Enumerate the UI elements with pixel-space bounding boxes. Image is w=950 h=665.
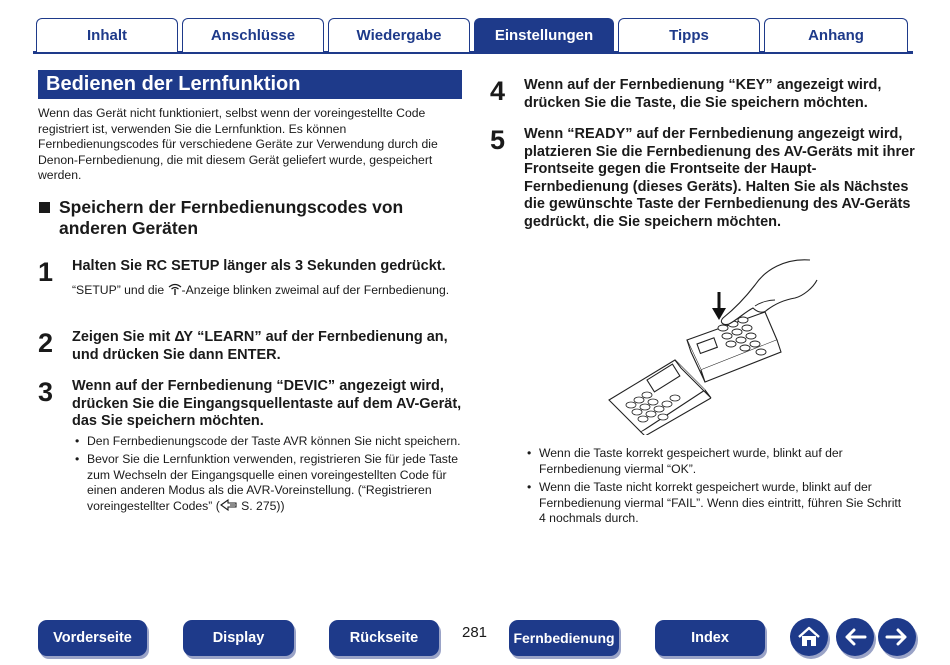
step-4 [490, 77, 920, 112]
subheading [38, 197, 468, 239]
intro-paragraph: Wenn das Gerät nicht funktioniert, selbst wenn der voreingestellte Code registriert ist, verwenden Sie die Lernfunktion. Es können Fernbedienungscodes für verschiedene Geräte zur Verwendung durch die Denon-Fernbedienung, die mit diesem Gerät geliefert wurde, gespeichert werden. [38, 106, 438, 183]
list-item: • Den Fernbedienungscode der Taste AVR können Sie nicht speichern. [72, 434, 468, 450]
tab-wiedergabe[interactable]: Wiedergabe [328, 18, 470, 52]
section-title: Bedienen der Lernfunktion [38, 70, 462, 99]
page-number: 281 [462, 624, 488, 641]
result-bullets [524, 446, 904, 530]
step-note-part: -Anzeige blinken zweimal auf der Fernbedienung. [181, 282, 450, 297]
nav-back-button[interactable]: Rückseite [329, 620, 439, 656]
step-number: 2 [38, 328, 54, 358]
step-1 [38, 258, 468, 298]
step-number: 4 [490, 76, 506, 106]
home-button[interactable] [790, 618, 828, 656]
remote-learning-illustration [605, 240, 820, 435]
step-number: 5 [490, 125, 506, 155]
list-item: • Wenn die Taste korrekt gespeichert wurde, blinkt auf der Fernbedienung viermal “OK”. [524, 446, 904, 477]
remote-signal-icon [168, 283, 182, 295]
step-text: Wenn auf der Fernbedienung “DEVIC” angezeigt wird, drücken Sie die Eingangsquellentaste auf dem AV-Gerät, das Sie speichern möchten. [72, 378, 462, 429]
step-3 [38, 378, 468, 517]
nav-remote-button[interactable]: Fernbedienung [509, 620, 619, 656]
list-item [72, 452, 468, 514]
tab-anhang[interactable]: Anhang [764, 18, 908, 52]
step-2 [38, 329, 468, 364]
subheading-text: Speichern der Fernbedienungscodes von anderen Geräten [59, 197, 404, 238]
step-text: Zeigen Sie mit ΔΥ “LEARN” auf der Fernbedienung an, und drücken Sie dann ENTER. [72, 329, 448, 363]
forward-arrow-button[interactable] [878, 618, 916, 656]
step-number: 1 [38, 257, 54, 287]
step-text: Wenn “READY” auf der Fernbedienung angezeigt wird, platzieren Sie die Fernbedienung des AV-Geräts mit ihrer Frontseite gegen die Frontseite der Haupt-Fernbedienung (dieses Geräts). Halten Sie als Nächstes die gewünschte Taste der Fernbedienung des AV-Geräts gedrückt, die Sie speichern möchten. [524, 126, 915, 230]
step-note-part: “SETUP” und die [72, 282, 168, 297]
step-bullets [72, 434, 468, 515]
arrow-right-icon [885, 627, 909, 647]
home-icon [797, 626, 821, 648]
tab-inhalt[interactable]: Inhalt [36, 18, 178, 52]
back-arrow-button[interactable] [836, 618, 874, 656]
tab-tipps[interactable]: Tipps [618, 18, 760, 52]
list-item: • Wenn die Taste nicht korrekt gespeichert wurde, blinkt auf der Fernbedienung viermal “FAIL”. Wenn dies eintritt, führen Sie Schritt 4 nochmals durch. [524, 480, 904, 527]
nav-display-button[interactable]: Display [183, 620, 294, 656]
square-bullet-icon [39, 202, 50, 213]
tab-einstellungen[interactable]: Einstellungen [474, 18, 614, 52]
arrow-left-icon [843, 627, 867, 647]
nav-front-button[interactable]: Vorderseite [38, 620, 147, 656]
step-note [72, 283, 449, 299]
list-item-text: Bevor Sie die Lernfunktion verwenden, registrieren Sie für jede Taste zum Wechseln der Eingangsquelle einen voreingestellten Code für einen anderen Modus als die AVR-Voreinstellung. (“Registrieren voreingestellter Codes” ( [87, 452, 459, 513]
list-item-text: S. 275)) [237, 498, 285, 513]
step-text: Halten Sie RC SETUP länger als 3 Sekunden gedrückt. [72, 258, 446, 274]
step-text: Wenn auf der Fernbedienung “KEY” angezeigt wird, drücken Sie die Taste, die Sie speichern möchten. [524, 77, 882, 111]
step-5 [490, 126, 920, 231]
reference-icon[interactable] [220, 499, 238, 511]
nav-index-button[interactable]: Index [655, 620, 765, 656]
step-number: 3 [38, 377, 54, 407]
tab-anschluesse[interactable]: Anschlüsse [182, 18, 324, 52]
